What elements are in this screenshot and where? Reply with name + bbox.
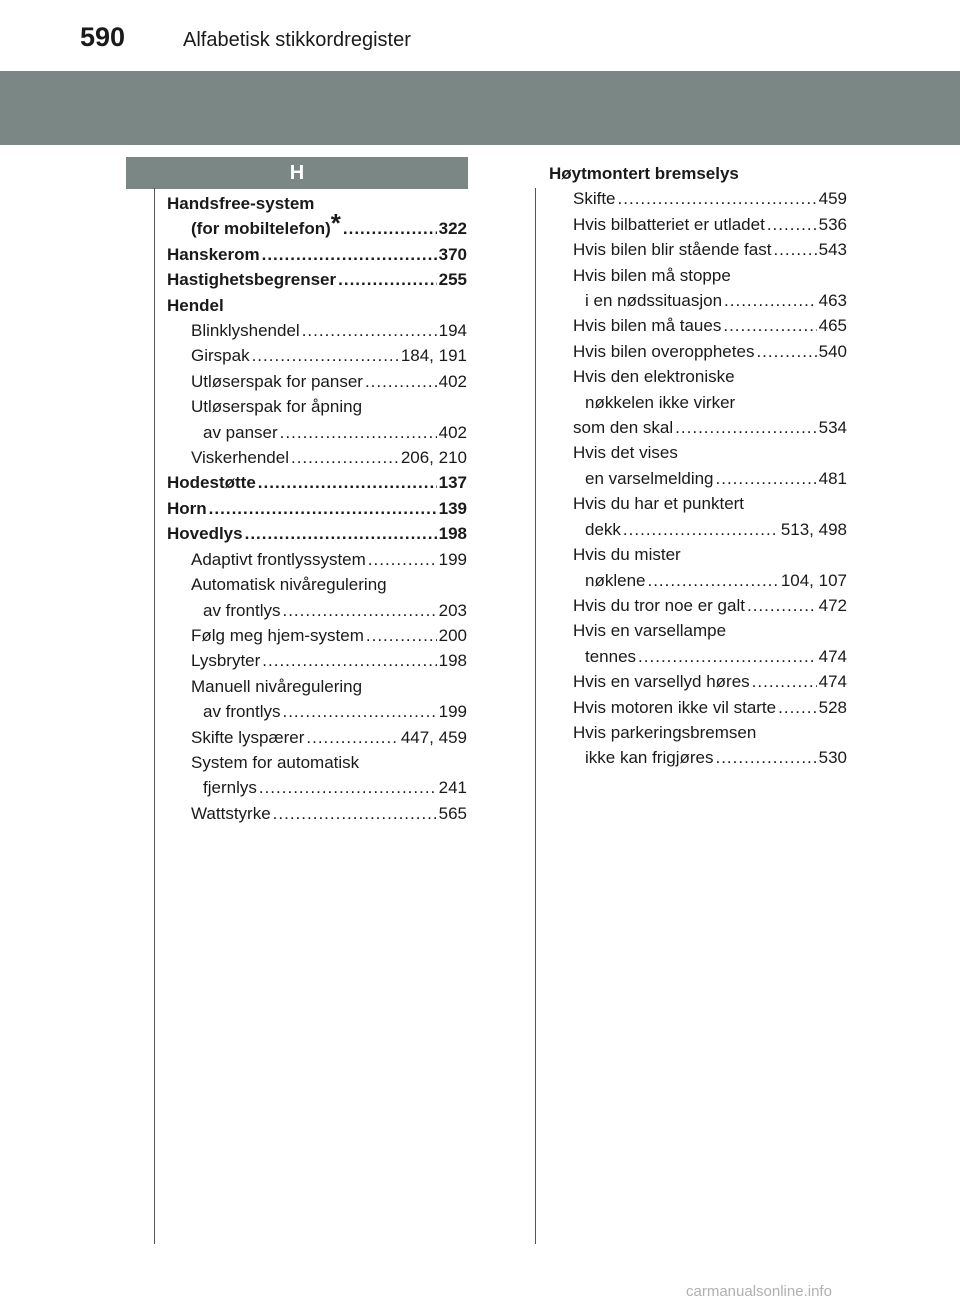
index-subentry: Hvis du mister <box>573 545 681 565</box>
index-subentry: tennes ..... 474 <box>549 644 847 669</box>
index-entry: (for mobiltelefon)* ..... 322 <box>167 216 467 241</box>
index-subentry: Hvis bilen blir stående fast ..... 543 <box>549 237 847 262</box>
index-subentry: Blinklyshendel ..... 194 <box>167 318 467 343</box>
index-subentry: som den skal ..... 534 <box>549 415 847 440</box>
index-subentry: System for automatisk <box>191 752 360 772</box>
page-number: 590 <box>80 22 126 52</box>
index-subentry: Hvis motoren ikke vil starte ..... 528 <box>549 695 847 720</box>
index-entry: Horn ..... 139 <box>167 496 467 521</box>
index-subentry: Hvis bilbatteriet er utladet ..... 536 <box>549 212 847 237</box>
index-subentry: Skifte lyspærer ..... 447, 459 <box>167 725 467 750</box>
index-subentry: fjernlys ..... 241 <box>167 775 467 800</box>
watermark: carmanualsonline.info <box>686 1283 832 1300</box>
section-title: Alfabetisk stikkordregister <box>183 29 411 51</box>
index-subentry: Manuell nivåregulering <box>191 676 363 696</box>
index-subentry: Utløserspak for panser ..... 402 <box>167 369 467 394</box>
index-subentry: Girspak ..... 184, 191 <box>167 343 467 368</box>
index-subentry: ikke kan frigjøres ..... 530 <box>549 745 847 770</box>
index-subentry: Wattstyrke ..... 565 <box>167 801 467 826</box>
index-subentry: Hvis parkeringsbremsen <box>573 722 757 742</box>
index-subentry: i en nødssituasjon ..... 463 <box>549 288 847 313</box>
index-entry: Hanskerom ..... 370 <box>167 242 467 267</box>
index-entry: Hastighetsbegrenser ..... 255 <box>167 267 467 292</box>
index-subentry: Skifte ..... 459 <box>549 186 847 211</box>
index-subentry: Hvis bilen må taues ..... 465 <box>549 313 847 338</box>
index-subentry: Adaptivt frontlyssystem ..... 199 <box>167 547 467 572</box>
index-subentry: nøklene ..... 104, 107 <box>549 568 847 593</box>
index-letter: H <box>289 161 305 184</box>
index-entry: Hendel <box>167 295 224 315</box>
index-column-left <box>167 191 467 826</box>
left-column-rule <box>154 188 155 1244</box>
index-subentry: av panser ..... 402 <box>167 420 467 445</box>
index-entry: Hovedlys ..... 198 <box>167 521 467 546</box>
index-letter-bar <box>126 157 468 189</box>
index-subentry: Lysbryter ..... 198 <box>167 648 467 673</box>
index-subentry: Hvis det vises <box>573 443 678 463</box>
index-subentry: Viskerhendel ..... 206, 210 <box>167 445 467 470</box>
index-entry: Hodestøtte ..... 137 <box>167 470 467 495</box>
index-subentry: av frontlys ..... 199 <box>167 699 467 724</box>
index-subentry: en varselmelding ..... 481 <box>549 466 847 491</box>
index-subentry: dekk ..... 513, 498 <box>549 517 847 542</box>
index-subentry: Automatisk nivåregulering <box>191 575 387 595</box>
index-column-right <box>549 161 847 771</box>
index-subentry: Hvis bilen må stoppe <box>573 265 731 285</box>
index-subentry: Hvis du har et punktert <box>573 494 745 514</box>
index-subentry: Hvis en varsellampe <box>573 621 727 641</box>
index-subentry: Følg meg hjem-system ..... 200 <box>167 623 467 648</box>
header-band <box>0 71 960 145</box>
index-entry: Høytmontert bremselys <box>549 164 739 183</box>
index-subentry: nøkkelen ikke virker <box>585 392 736 412</box>
index-subentry: Hvis den elektroniske <box>573 367 735 387</box>
index-subentry: Hvis bilen overopphetes ..... 540 <box>549 339 847 364</box>
index-entry: Handsfree-system <box>167 194 315 213</box>
index-subentry: Hvis en varsellyd høres ..... 474 <box>549 669 847 694</box>
middle-column-rule <box>535 188 536 1244</box>
index-subentry: Hvis du tror noe er galt ..... 472 <box>549 593 847 618</box>
index-subentry: av frontlys ..... 203 <box>167 598 467 623</box>
index-subentry: Utløserspak for åpning <box>191 397 363 417</box>
